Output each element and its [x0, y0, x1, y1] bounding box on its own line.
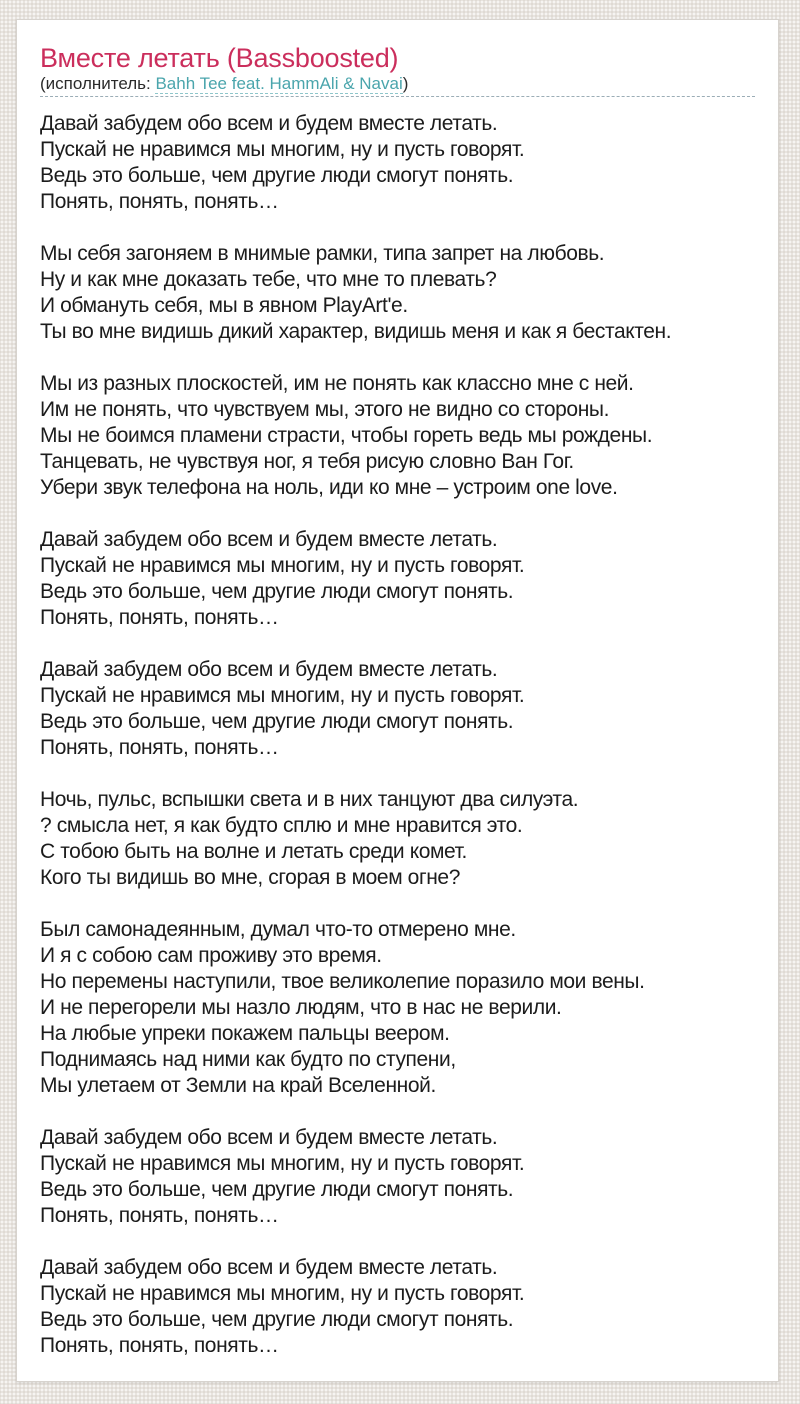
lyrics-line: ? смысла нет, я как будто сплю и мне нравится это. [40, 814, 523, 837]
lyrics-text [40, 111, 755, 1359]
lyrics-line: Мы улетаем от Земли на край Вселенной. [40, 1074, 436, 1097]
artist-line [40, 74, 755, 97]
lyrics-line: Давай забудем обо всем и будем вместе летать. [40, 528, 498, 551]
lyrics-line: Пускай не нравимся мы многим, ну и пусть говорят. [40, 684, 525, 707]
lyrics-verse [40, 787, 755, 891]
lyrics-line: Ведь это больше, чем другие люди смогут понять. [40, 164, 514, 187]
lyrics-line: Был самонадеянным, думал что-то отмерено мне. [40, 918, 516, 941]
lyrics-line: Давай забудем обо всем и будем вместе летать. [40, 112, 498, 135]
lyrics-line: Понять, понять, понять… [40, 1334, 279, 1357]
artist-prefix: (исполнитель: [40, 74, 156, 93]
lyrics-line: Ну и как мне доказать тебе, что мне то плевать? [40, 268, 497, 291]
lyrics-verse [40, 917, 755, 1099]
lyrics-verse [40, 371, 755, 501]
lyrics-verse [40, 1255, 755, 1359]
lyrics-line: Танцевать, не чувствуя ног, я тебя рисую словно Ван Гог. [40, 450, 574, 473]
lyrics-line: Понять, понять, понять… [40, 190, 279, 213]
lyrics-line: Ты во мне видишь дикий характер, видишь меня и как я бестактен. [40, 320, 672, 343]
lyrics-verse [40, 527, 755, 631]
artist-link[interactable]: Bahh Tee feat. HammAli & Navai [155, 74, 403, 93]
lyrics-line: Пускай не нравимся мы многим, ну и пусть говорят. [40, 138, 525, 161]
song-title: Вместе летать (Bassboosted) [40, 43, 399, 73]
lyrics-verse [40, 1125, 755, 1229]
lyrics-line: Мы из разных плоскостей, им не понять как классно мне с ней. [40, 372, 634, 395]
lyrics-line: И обмануть себя, мы в явном PlayArt'е. [40, 294, 408, 317]
lyrics-line: Пускай не нравимся мы многим, ну и пусть говорят. [40, 1152, 525, 1175]
lyrics-line: Мы не боимся пламени страсти, чтобы гореть ведь мы рождены. [40, 424, 653, 447]
lyrics-verse [40, 111, 755, 215]
lyrics-line: Давай забудем обо всем и будем вместе летать. [40, 1256, 498, 1279]
lyrics-line: Ночь, пульс, вспышки света и в них танцуют два силуэта. [40, 788, 579, 811]
lyrics-line: Ведь это больше, чем другие люди смогут понять. [40, 710, 514, 733]
lyrics-line: И я с собою сам проживу это время. [40, 944, 382, 967]
lyrics-line: Поднимаясь над ними как будто по ступени, [40, 1048, 456, 1071]
lyrics-line: На любые упреки покажем пальцы веером. [40, 1022, 450, 1045]
lyrics-verse [40, 657, 755, 761]
lyrics-line: Давай забудем обо всем и будем вместе летать. [40, 1126, 498, 1149]
lyrics-line: Ведь это больше, чем другие люди смогут понять. [40, 580, 514, 603]
lyrics-line: Кого ты видишь во мне, сгорая в моем огне? [40, 866, 460, 889]
lyrics-line: Понять, понять, понять… [40, 606, 279, 629]
lyrics-line: Но перемены наступили, твое великолепие поразило мои вены. [40, 970, 645, 993]
lyrics-line: Им не понять, что чувствуем мы, этого не видно со стороны. [40, 398, 610, 421]
lyrics-line: И не перегорели мы назло людям, что в нас не верили. [40, 996, 562, 1019]
lyrics-line: С тобою быть на волне и летать среди комет. [40, 840, 467, 863]
lyrics-line: Пускай не нравимся мы многим, ну и пусть говорят. [40, 554, 525, 577]
lyrics-line: Ведь это больше, чем другие люди смогут понять. [40, 1308, 514, 1331]
lyrics-line: Пускай не нравимся мы многим, ну и пусть говорят. [40, 1282, 525, 1305]
artist-suffix: ) [402, 74, 409, 93]
lyrics-line: Убери звук телефона на ноль, иди ко мне – устроим one love. [40, 476, 618, 499]
lyrics-line: Понять, понять, понять… [40, 736, 279, 759]
lyrics-line: Понять, понять, понять… [40, 1204, 279, 1227]
lyrics-line: Давай забудем обо всем и будем вместе летать. [40, 658, 498, 681]
lyrics-line: Ведь это больше, чем другие люди смогут понять. [40, 1178, 514, 1201]
lyrics-line: Мы себя загоняем в мнимые рамки, типа запрет на любовь. [40, 242, 605, 265]
lyrics-card [16, 19, 779, 1382]
lyrics-verse [40, 241, 755, 345]
